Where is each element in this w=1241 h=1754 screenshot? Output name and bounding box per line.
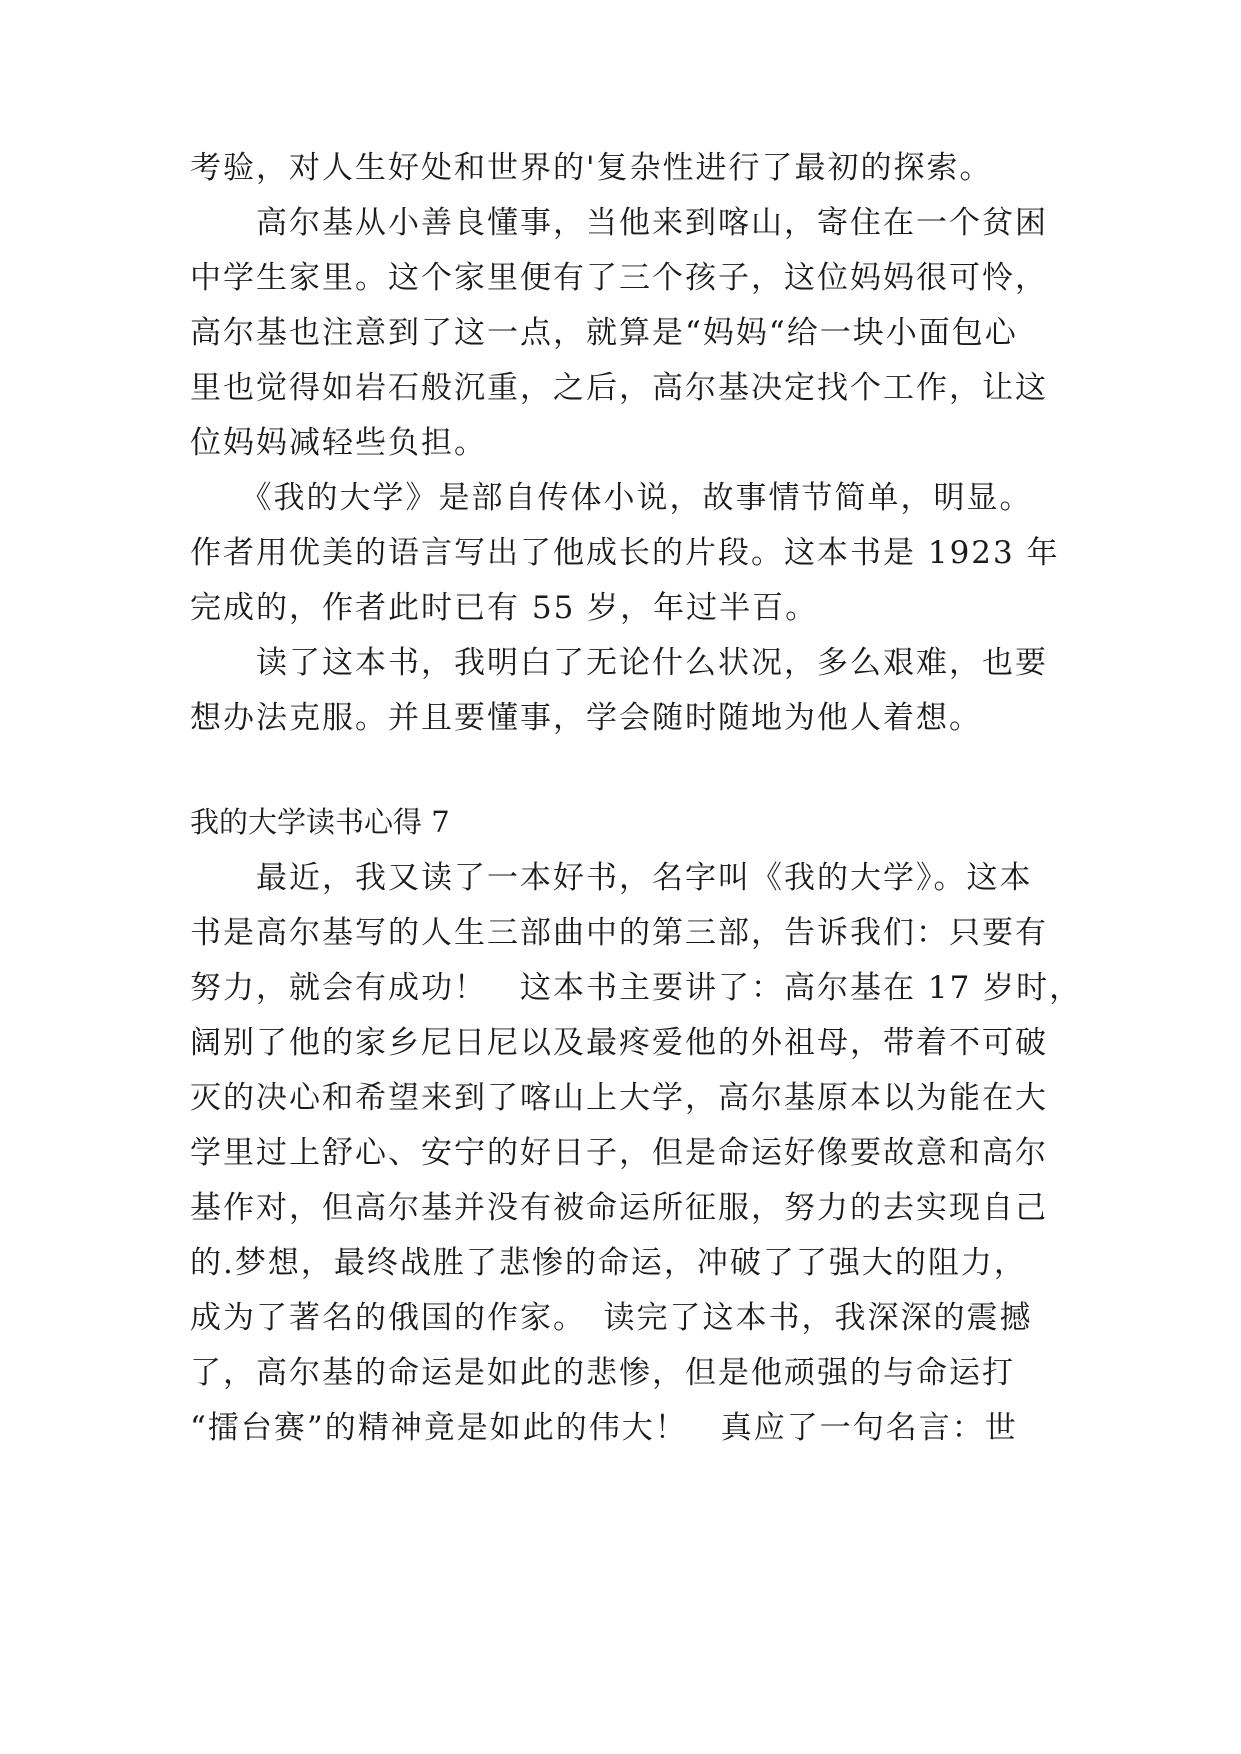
paragraph-line: 读了这本书，我明白了无论什么状况，多么艰难，也要: [190, 645, 1048, 681]
paragraph-line: 《我的大学》是部自传体小说，故事情节简单，明显。: [190, 480, 1033, 516]
paragraph-line: 基作对，但高尔基并没有被命运所征服，努力的去实现自己: [190, 1190, 1048, 1226]
paragraph-line: 中学生家里。这个家里便有了三个孩子，这位妈妈很可怜，: [190, 260, 1048, 296]
paragraph-line: 学里过上舒心、安宁的好日子，但是命运好像要故意和高尔: [190, 1135, 1048, 1171]
paragraph-line: 高尔基从小善良懂事，当他来到喀山，寄住在一个贫困: [190, 205, 1048, 241]
paragraph-line: 书是高尔基写的人生三部曲中的第三部，告诉我们：只要有: [190, 915, 1048, 951]
paragraph-line: 了，高尔基的命运是如此的悲惨，但是他顽强的与命运打: [190, 1355, 1015, 1391]
paragraph-line: 灭的决心和希望来到了喀山上大学，高尔基原本以为能在大: [190, 1080, 1048, 1116]
paragraph-line: 最近，我又读了一本好书，名字叫《我的大学》。这本: [190, 860, 1033, 896]
paragraph-line: 成为了著名的俄国的作家。 读完了这本书，我深深的震撼: [190, 1300, 1033, 1336]
paragraph-line: 考验，对人生好处和世界的'复杂性进行了最初的探索。: [190, 150, 993, 186]
paragraph-line: 的.梦想，最终战胜了悲惨的命运，冲破了了强大的阻力，: [190, 1245, 1027, 1281]
section-title: 我的大学读书心得 7: [190, 805, 450, 839]
paragraph-line: 努力，就会有成功！ 这本书主要讲了：高尔基在 17 岁时，: [190, 970, 1083, 1006]
paragraph-line: 阔别了他的家乡尼日尼以及最疼爱他的外祖母，带着不可破: [190, 1025, 1048, 1061]
paragraph-line: 作者用优美的语言写出了他成长的片段。这本书是 1923 年: [190, 535, 1060, 571]
paragraph-line: 想办法克服。并且要懂事，学会随时随地为他人着想。: [190, 700, 982, 736]
paragraph-line: 里也觉得如岩石般沉重，之后，高尔基决定找个工作，让这: [190, 370, 1048, 406]
paragraph-line: 完成的，作者此时已有 55 岁，年过半百。: [190, 590, 819, 626]
paragraph-line: “擂台赛”的精神竟是如此的伟大！ 真应了一句名言：世: [190, 1410, 1018, 1446]
paragraph-line: 位妈妈减轻些负担。: [190, 425, 487, 461]
paragraph-line: 高尔基也注意到了这一点，就算是“妈妈“给一块小面包心: [190, 315, 1018, 351]
